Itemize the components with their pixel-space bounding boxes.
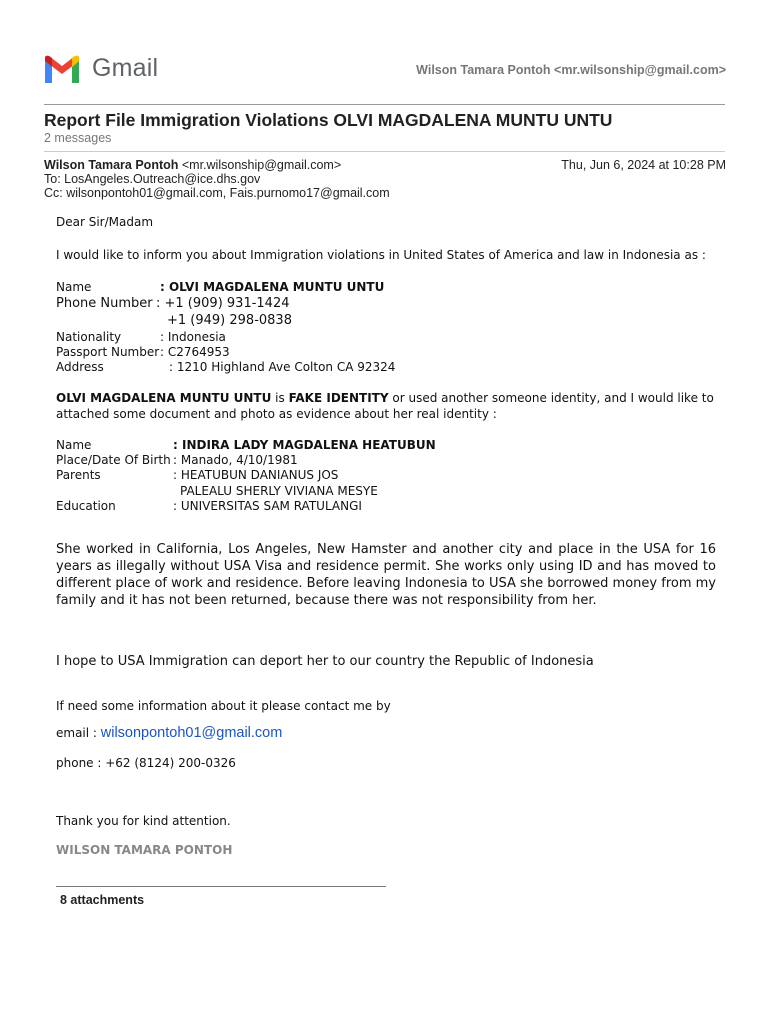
gmail-m-icon xyxy=(42,55,82,85)
p2-name-label: Name xyxy=(56,438,92,452)
p1-name-label: Name xyxy=(56,280,92,294)
p1-nationality-label: Nationality xyxy=(56,330,122,344)
intro-line: I would like to inform you about Immigration violations in United States of America and law in Indonesia as : xyxy=(56,248,706,262)
p1-address-value: : 1210 Highland Ave Colton CA 92324 xyxy=(169,360,396,374)
phone-line: phone : +62 (8124) 200-0326 xyxy=(56,756,236,770)
thanks-line: Thank you for kind attention. xyxy=(56,814,231,828)
cc-line: Cc: wilsonpontoh01@gmail.com, Fais.purnomo17@gmail.com xyxy=(44,186,390,200)
contact-line: If need some information about it please contact me by xyxy=(56,699,391,713)
fake-is: is xyxy=(271,391,289,405)
p2-parents-value2: PALEALU SHERLY VIVIANA MESYE xyxy=(180,484,378,498)
p1-address-label: Address xyxy=(56,360,104,374)
signature: WILSON TAMARA PONTOH xyxy=(56,843,233,857)
message-count: 2 messages xyxy=(44,131,112,145)
p2-birth-value: : Manado, 4/10/1981 xyxy=(173,453,298,467)
p1-phone-label: Phone Number xyxy=(56,296,153,311)
subject-divider xyxy=(44,151,725,152)
p2-name-value: : INDIRA LADY MAGDALENA HEATUBUN xyxy=(173,438,436,452)
hope-line: I hope to USA Immigration can deport her to our country the Republic of Indonesia xyxy=(56,654,594,669)
contact-email-link[interactable]: wilsonpontoh01@gmail.com xyxy=(100,725,283,741)
p1-passport-value: : C2764953 xyxy=(160,345,230,359)
thread-subject: Report File Immigration Violations OLVI MAGDALENA MUNTU UNTU xyxy=(44,110,613,130)
fake-identity-line xyxy=(56,391,714,405)
p2-education-label: Education xyxy=(56,499,116,513)
fake-identity-line2: attached some document and photo as evidence about her real identity : xyxy=(56,407,497,421)
p1-phone-value2: +1 (949) 298-0838 xyxy=(167,313,292,328)
p2-parents-label: Parents xyxy=(56,468,101,482)
sender-line xyxy=(44,158,390,172)
email-label: email : xyxy=(56,726,101,740)
gmail-wordmark: Gmail xyxy=(92,54,159,82)
p2-parents-value1: : HEATUBUN DANIANUS JOS xyxy=(173,468,339,482)
p2-education-value: : UNIVERSITAS SAM RATULANGI xyxy=(173,499,362,513)
sender-email: <mr.wilsonship@gmail.com> xyxy=(181,158,342,172)
p1-name-value: : OLVI MAGDALENA MUNTU UNTU xyxy=(160,280,385,294)
message-date: Thu, Jun 6, 2024 at 10:28 PM xyxy=(561,158,726,172)
attachments-divider xyxy=(56,886,386,887)
p1-phone-value1: : +1 (909) 931-1424 xyxy=(156,296,290,311)
p1-nationality-value: : Indonesia xyxy=(160,330,226,344)
account-identity: Wilson Tamara Pontoh <mr.wilsonship@gmail.com> xyxy=(416,63,726,77)
sender-name: Wilson Tamara Pontoh xyxy=(44,158,179,172)
email-line xyxy=(56,725,716,742)
to-line: To: LosAngeles.Outreach@ice.dhs.gov xyxy=(44,172,261,186)
fake-rest: or used another someone identity, and I would like to xyxy=(388,391,714,405)
greeting: Dear Sir/Madam xyxy=(56,215,154,229)
story-paragraph: She worked in California, Los Angeles, New Hamster and another city and place in the USA for 16 years as illegally without USA Visa and residence permit. She works only using ID and has moved to different place of work and residence. Before leaving Indonesia to USA she borrowed money from my family and it has not been returned, because there was not responsibility from her. xyxy=(56,542,716,608)
header-divider xyxy=(44,104,725,105)
p1-passport-label: Passport Number xyxy=(56,345,160,359)
fake-name: OLVI MAGDALENA MUNTU UNTU xyxy=(56,391,272,405)
gmail-logo xyxy=(42,52,172,88)
fake-identity-label: FAKE IDENTITY xyxy=(288,391,389,405)
p2-birth-label: Place/Date Of Birth xyxy=(56,453,171,467)
attachments-count[interactable]: 8 attachments xyxy=(60,893,145,907)
message-meta xyxy=(44,158,390,200)
